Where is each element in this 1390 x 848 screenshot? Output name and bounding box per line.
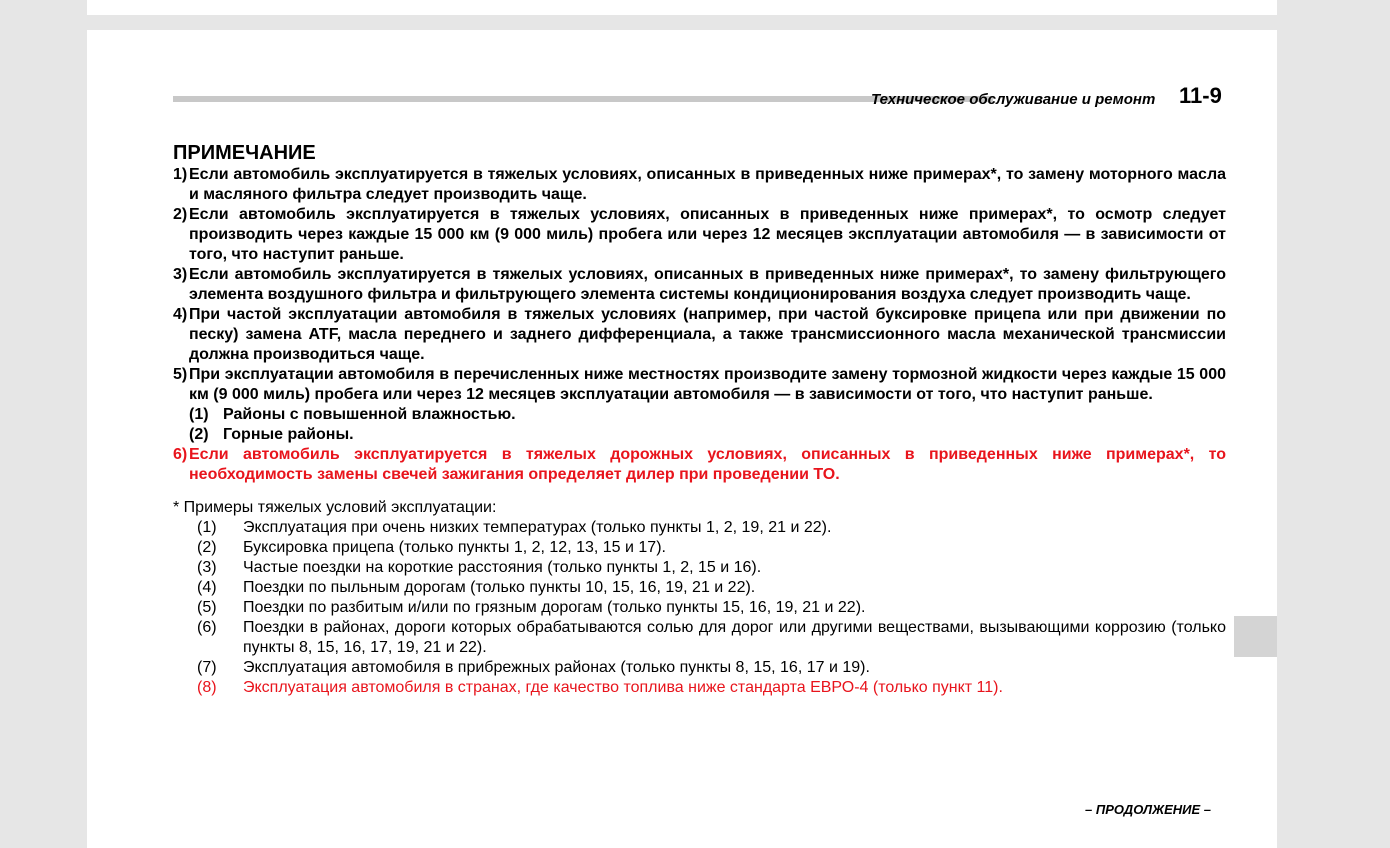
continued-label: – ПРОДОЛЖЕНИЕ – [1085, 802, 1212, 817]
example-text: Эксплуатация автомобиля в прибрежных районах (только пункты 8, 15, 16, 17 и 19). [243, 659, 870, 676]
example-item-7 [173, 658, 1226, 678]
note-list [173, 165, 1226, 485]
note-number: 6) [173, 446, 188, 463]
note-number: 4) [173, 306, 188, 323]
note-text: Если автомобиль эксплуатируется в тяжелых дорожных условиях, описанных в приведенных ниже примерах*, то необходимость замены свечей зажигания определяет дилер при проведении ТО. [189, 446, 1226, 483]
side-tab-marker [1234, 616, 1277, 657]
example-text: Эксплуатация автомобиля в странах, где качество топлива ниже стандарта ЕВРО-4 (только пункт 11). [243, 679, 1003, 696]
header-rule [173, 96, 993, 102]
note-item-6 [173, 445, 1226, 485]
note-body [189, 365, 1226, 445]
example-item-8 [173, 678, 1226, 698]
page-number: 11-9 [1179, 83, 1222, 108]
manual-page [87, 30, 1277, 848]
example-number: (7) [197, 659, 217, 676]
sub-text: Районы с повышенной влажностью. [223, 406, 516, 423]
previous-page-edge [87, 0, 1277, 15]
example-number: (6) [197, 619, 217, 636]
note-number: 3) [173, 266, 188, 283]
note-item-4 [173, 305, 1226, 365]
examples-title: * Примеры тяжелых условий эксплуатации: [173, 499, 497, 516]
note-text: Если автомобиль эксплуатируется в тяжелых условиях, описанных в приведенных ниже примерах*, то осмотр следует производить через каждые 15 000 км (9 000 миль) пробега или через 12 месяцев эксплуатации автомобиля — в зависимости от того, что наступит раньше. [189, 206, 1226, 263]
example-number: (4) [197, 579, 217, 596]
sub-item-1 [189, 405, 1226, 425]
example-number: (1) [197, 519, 217, 536]
sub-number: (1) [189, 406, 209, 423]
note-text: При эксплуатации автомобиля в перечисленных ниже местностях производите замену тормозной жидкости через каждые 15 000 км (9 000 миль) пробега или через 12 месяцев эксплуатации автомобиля — в зависимости от того, что наступит раньше. [189, 366, 1226, 403]
example-text: Поездки по разбитым и/или по грязным дорогам (только пункты 15, 16, 19, 21 и 22). [243, 599, 866, 616]
example-text: Буксировка прицепа (только пункты 1, 2, 12, 13, 15 и 17). [243, 539, 666, 556]
sub-number: (2) [189, 426, 209, 443]
sub-text: Горные районы. [223, 426, 354, 443]
example-number: (3) [197, 559, 217, 576]
note-sublist [189, 405, 1226, 445]
note-item-2 [173, 205, 1226, 265]
example-text: Поездки в районах, дороги которых обрабатываются солью для дорог или другими веществами, вызывающими коррозию (только пункты 8, 15, 16, 17, 19, 21 и 22). [243, 619, 1226, 656]
example-number: (2) [197, 539, 217, 556]
note-text: При частой эксплуатации автомобиля в тяжелых условиях (например, при частой буксировке прицепа или при движении по песку) замена ATF, масла переднего и заднего дифференциала, а также трансмиссионного масла механической трансмиссии должна производиться чаще. [189, 306, 1226, 363]
note-number: 5) [173, 366, 188, 383]
example-item-3 [173, 558, 1226, 578]
example-item-6 [173, 618, 1226, 658]
sub-item-2 [189, 425, 1226, 445]
note-item-3 [173, 265, 1226, 305]
note-text: Если автомобиль эксплуатируется в тяжелых условиях, описанных в приведенных ниже примерах*, то замену фильтрующего элемента воздушного фильтра и фильтрующего элемента системы кондиционирования воздуха следует производить чаще. [189, 266, 1226, 303]
example-item-2 [173, 538, 1226, 558]
note-text: Если автомобиль эксплуатируется в тяжелых условиях, описанных в приведенных ниже примерах*, то замену моторного масла и масляного фильтра следует производить чаще. [189, 166, 1226, 203]
note-number: 2) [173, 206, 188, 223]
example-item-4 [173, 578, 1226, 598]
note-number: 1) [173, 166, 188, 183]
example-text: Поездки по пыльным дорогам (только пункты 10, 15, 16, 19, 21 и 22). [243, 579, 756, 596]
example-item-1 [173, 518, 1226, 538]
example-number: (8) [197, 679, 217, 696]
examples-block [173, 498, 1226, 698]
note-item-5 [173, 365, 1226, 445]
section-title: Техническое обслуживание и ремонт [871, 91, 1156, 108]
note-heading: ПРИМЕЧАНИЕ [173, 142, 316, 164]
page-content [173, 141, 1226, 698]
example-text: Частые поездки на короткие расстояния (только пункты 1, 2, 15 и 16). [243, 559, 762, 576]
example-number: (5) [197, 599, 217, 616]
example-text: Эксплуатация при очень низких температурах (только пункты 1, 2, 19, 21 и 22). [243, 519, 832, 536]
note-item-1 [173, 165, 1226, 205]
example-item-5 [173, 598, 1226, 618]
